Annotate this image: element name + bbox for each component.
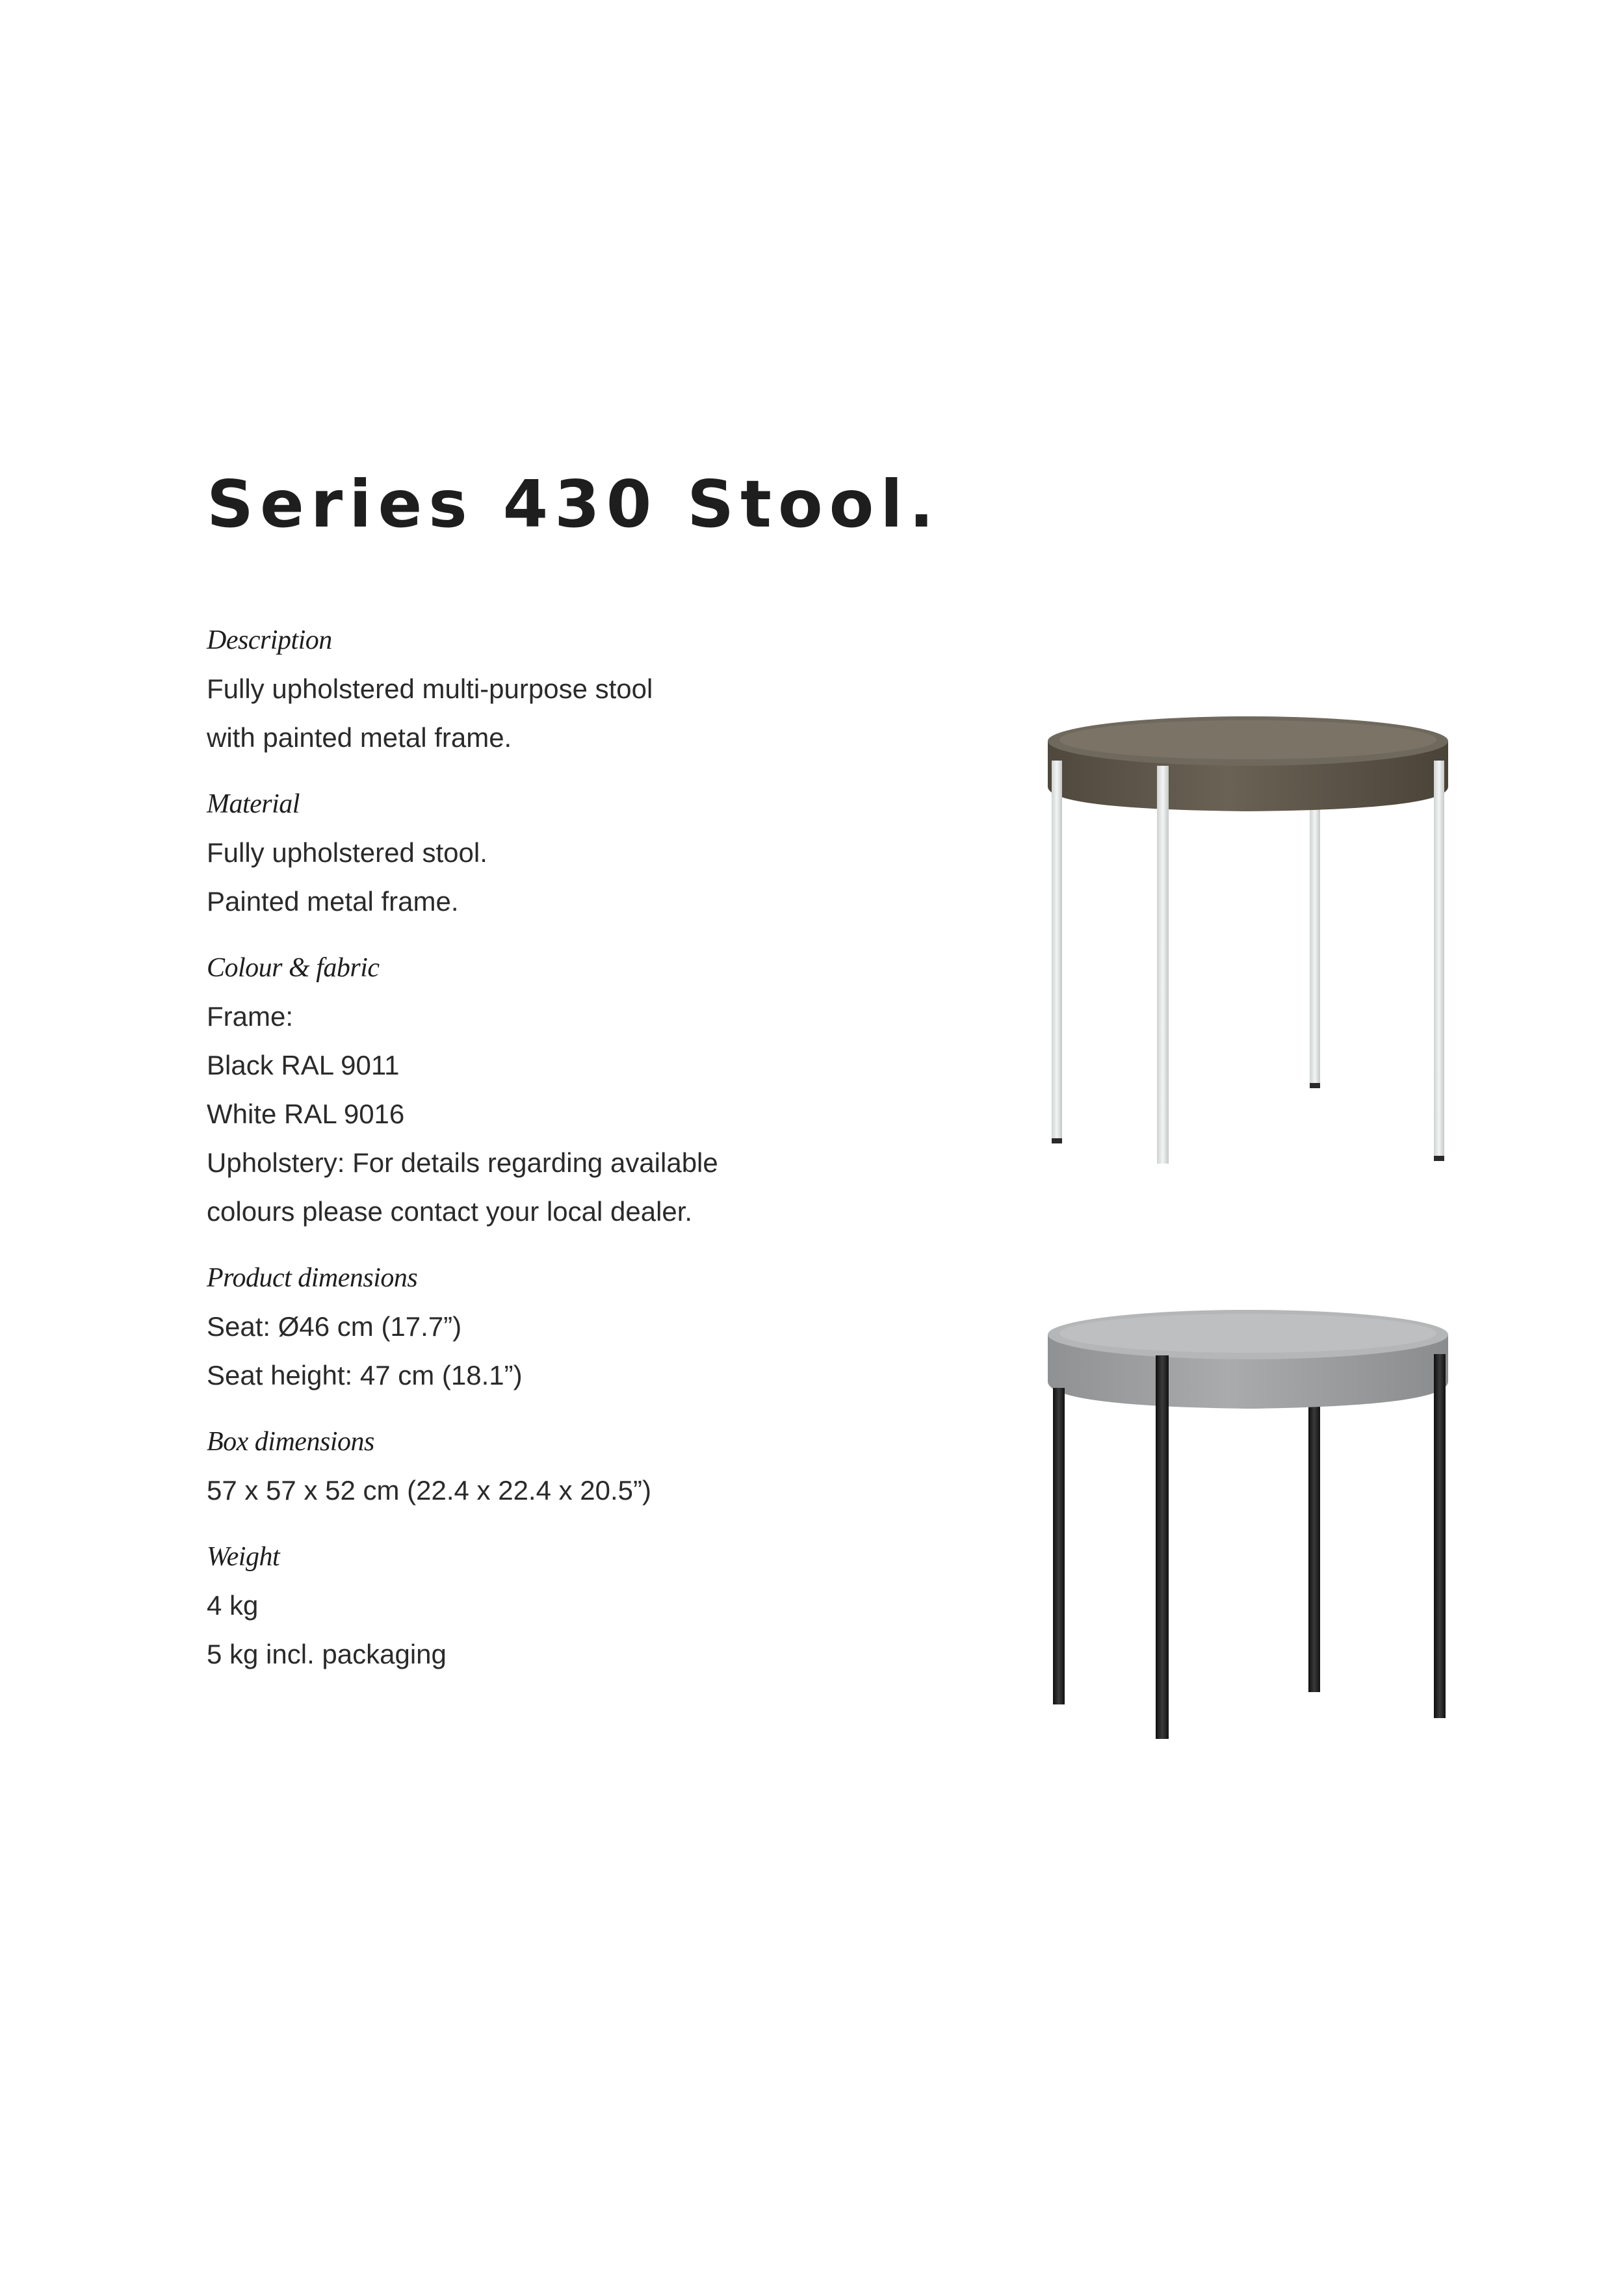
description-line: with painted metal frame.	[207, 722, 512, 753]
product-dimension-line: Seat height: 47 cm (18.1”)	[207, 1360, 523, 1390]
spec-heading-colour-fabric: Colour & fabric	[207, 953, 380, 983]
colour-line: Upholstery: For details regarding available	[207, 1147, 718, 1178]
stool-leg	[1308, 1388, 1320, 1692]
colour-line: Black RAL 9011	[207, 1050, 400, 1080]
spec-section-colour-fabric	[207, 944, 857, 1236]
spec-heading-material: Material	[207, 789, 300, 819]
product-dimension-line: Seat: Ø46 cm (17.7”)	[207, 1311, 462, 1342]
stool-leg	[1310, 793, 1320, 1086]
description-line: Fully upholstered multi-purpose stool	[207, 673, 653, 704]
spec-section-description	[207, 616, 857, 762]
stool-leg	[1157, 766, 1169, 1164]
stool-leg	[1434, 1156, 1444, 1161]
stool-leg	[1052, 1138, 1062, 1143]
spec-section-weight	[207, 1533, 857, 1678]
stool-leg	[1434, 761, 1444, 1158]
material-line: Painted metal frame.	[207, 886, 459, 917]
spec-section-material	[207, 780, 857, 926]
colour-line: Frame:	[207, 1001, 294, 1032]
page-title: Series 430 Stool.	[207, 466, 941, 542]
spec-section-box-dimensions	[207, 1418, 857, 1515]
box-dimension-line: 57 x 57 x 52 cm (22.4 x 22.4 x 20.5”)	[207, 1475, 652, 1506]
stool-leg	[1434, 1354, 1446, 1718]
spec-section-product-dimensions	[207, 1254, 857, 1400]
stool-leg	[1310, 1083, 1320, 1088]
spec-list	[207, 616, 857, 1697]
spec-heading-product-dimensions: Product dimensions	[207, 1263, 418, 1293]
spec-heading-box-dimensions: Box dimensions	[207, 1427, 374, 1457]
spec-heading-weight: Weight	[207, 1542, 280, 1572]
material-line: Fully upholstered stool.	[207, 837, 487, 868]
weight-line: 4 kg	[207, 1590, 259, 1621]
spec-heading-description: Description	[207, 625, 332, 655]
stool-white-frame-image	[1033, 696, 1475, 1164]
stool-leg	[1053, 1388, 1065, 1704]
stool-black-frame-image	[1033, 1290, 1475, 1745]
weight-line: 5 kg incl. packaging	[207, 1639, 447, 1669]
colour-line: White RAL 9016	[207, 1099, 405, 1129]
stool-leg	[1156, 1355, 1169, 1739]
colour-line: colours please contact your local dealer.	[207, 1196, 693, 1227]
stool-leg	[1052, 761, 1062, 1141]
